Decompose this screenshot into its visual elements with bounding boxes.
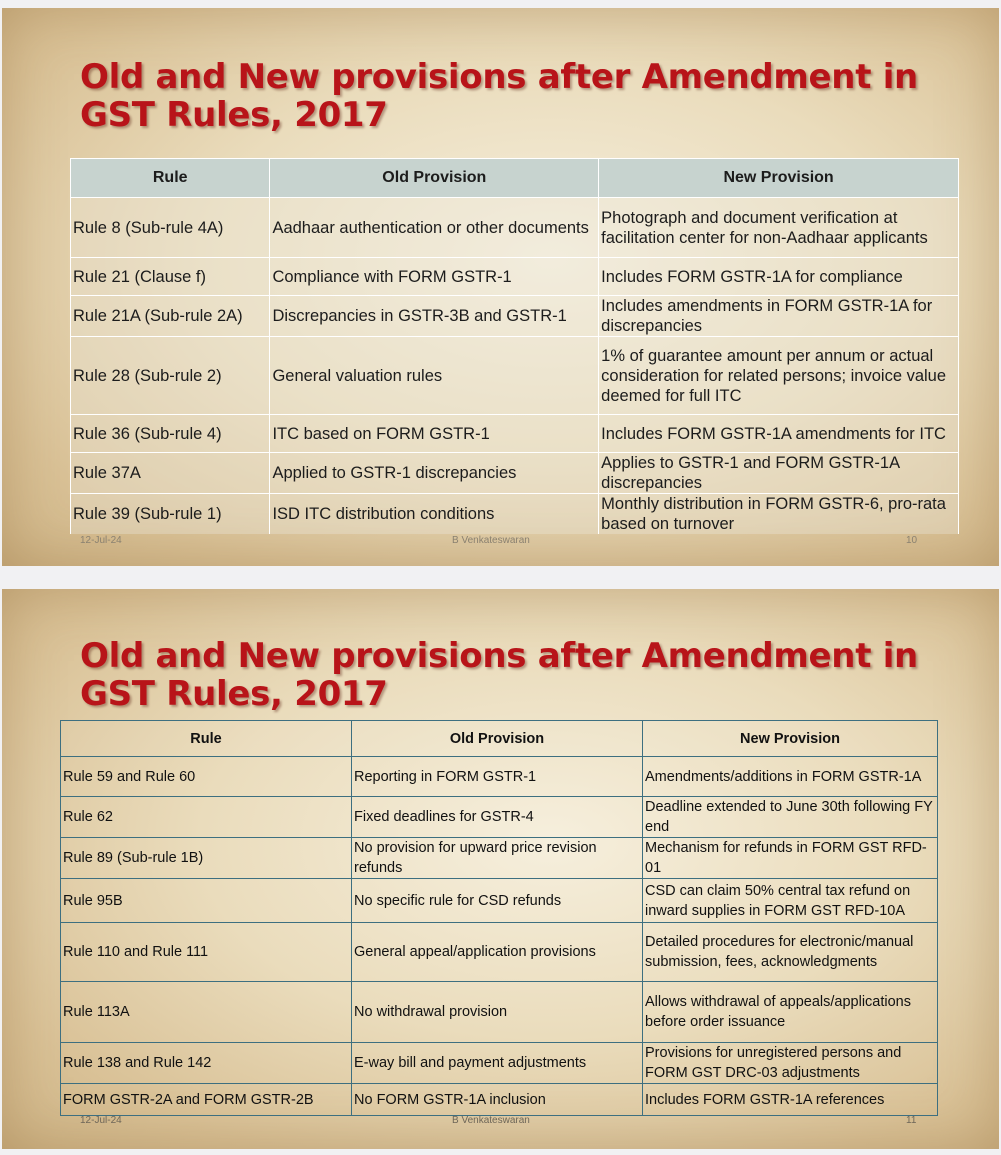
footer-author: B Venkateswaran xyxy=(452,535,530,546)
table-row xyxy=(71,415,959,453)
table-row xyxy=(71,296,959,337)
cell-old: No provision for upward price revision refunds xyxy=(352,838,643,879)
cell-new: Amendments/additions in FORM GSTR-1A xyxy=(643,757,938,797)
cell-rule: Rule 59 and Rule 60 xyxy=(61,757,352,797)
header-new-provision: New Provision xyxy=(643,721,938,757)
slide-11 xyxy=(2,589,999,1149)
header-old-provision: Old Provision xyxy=(352,721,643,757)
table-row xyxy=(61,797,938,838)
cell-new: Mechanism for refunds in FORM GST RFD-01 xyxy=(643,838,938,879)
cell-old: Reporting in FORM GSTR-1 xyxy=(352,757,643,797)
cell-rule: Rule 21A (Sub-rule 2A) xyxy=(71,296,270,337)
table-row xyxy=(61,1084,938,1116)
cell-rule: Rule 89 (Sub-rule 1B) xyxy=(61,838,352,879)
table-row xyxy=(61,982,938,1043)
table-row xyxy=(61,757,938,797)
slide-title: Old and New provisions after Amendment in GST Rules, 2017 xyxy=(80,57,918,135)
cell-rule: FORM GSTR-2A and FORM GSTR-2B xyxy=(61,1084,352,1116)
cell-rule: Rule 37A xyxy=(71,453,270,494)
cell-new: Applies to GSTR-1 and FORM GSTR-1A discrepancies xyxy=(599,453,959,494)
cell-rule: Rule 21 (Clause f) xyxy=(71,258,270,296)
footer-page-number: 11 xyxy=(906,1115,917,1126)
cell-new: Includes amendments in FORM GSTR-1A for discrepancies xyxy=(599,296,959,337)
cell-new: Photograph and document verification at facilitation center for non-Aadhaar applicants xyxy=(599,198,959,258)
cell-new: Includes FORM GSTR-1A for compliance xyxy=(599,258,959,296)
table-row xyxy=(71,494,959,535)
cell-old: No FORM GSTR-1A inclusion xyxy=(352,1084,643,1116)
table-row xyxy=(71,198,959,258)
cell-old: Aadhaar authentication or other documents xyxy=(270,198,599,258)
cell-new: Monthly distribution in FORM GSTR-6, pro-rata based on turnover xyxy=(599,494,959,535)
cell-old: Compliance with FORM GSTR-1 xyxy=(270,258,599,296)
provisions-table xyxy=(60,720,938,1116)
table-row xyxy=(61,923,938,982)
cell-old: E-way bill and payment adjustments xyxy=(352,1043,643,1084)
cell-old: No specific rule for CSD refunds xyxy=(352,879,643,923)
cell-rule: Rule 8 (Sub-rule 4A) xyxy=(71,198,270,258)
table-row xyxy=(61,1043,938,1084)
slide-title: Old and New provisions after Amendment in GST Rules, 2017 xyxy=(80,636,918,714)
cell-rule: Rule 138 and Rule 142 xyxy=(61,1043,352,1084)
footer-page-number: 10 xyxy=(906,535,918,546)
header-rule: Rule xyxy=(61,721,352,757)
cell-new: 1% of guarantee amount per annum or actual consideration for related persons; invoice value deemed for full ITC xyxy=(599,337,959,415)
cell-new: CSD can claim 50% central tax refund on inward supplies in FORM GST RFD-10A xyxy=(643,879,938,923)
cell-old: General valuation rules xyxy=(270,337,599,415)
cell-new: Provisions for unregistered persons and FORM GST DRC-03 adjustments xyxy=(643,1043,938,1084)
table-header-row xyxy=(61,721,938,757)
table-row xyxy=(71,258,959,296)
cell-rule: Rule 110 and Rule 111 xyxy=(61,923,352,982)
provisions-table xyxy=(70,158,959,534)
table-header-row xyxy=(71,159,959,198)
cell-new: Detailed procedures for electronic/manual submission, fees, acknowledgments xyxy=(643,923,938,982)
header-new-provision: New Provision xyxy=(599,159,959,198)
cell-old: Applied to GSTR-1 discrepancies xyxy=(270,453,599,494)
table-row xyxy=(71,453,959,494)
cell-new: Includes FORM GSTR-1A amendments for ITC xyxy=(599,415,959,453)
cell-rule: Rule 62 xyxy=(61,797,352,838)
slide-10 xyxy=(2,8,999,566)
cell-old: ITC based on FORM GSTR-1 xyxy=(270,415,599,453)
header-old-provision: Old Provision xyxy=(270,159,599,198)
cell-new: Allows withdrawal of appeals/applications before order issuance xyxy=(643,982,938,1043)
cell-new: Includes FORM GSTR-1A references xyxy=(643,1084,938,1116)
table-row xyxy=(61,838,938,879)
cell-new: Deadline extended to June 30th following FY end xyxy=(643,797,938,838)
header-rule: Rule xyxy=(71,159,270,198)
cell-old: Discrepancies in GSTR-3B and GSTR-1 xyxy=(270,296,599,337)
table-row xyxy=(71,337,959,415)
table-row xyxy=(61,879,938,923)
cell-rule: Rule 113A xyxy=(61,982,352,1043)
cell-rule: Rule 95B xyxy=(61,879,352,923)
footer-date: 12-Jul-24 xyxy=(80,1115,122,1126)
footer-date: 12-Jul-24 xyxy=(80,535,122,546)
cell-rule: Rule 28 (Sub-rule 2) xyxy=(71,337,270,415)
cell-rule: Rule 36 (Sub-rule 4) xyxy=(71,415,270,453)
cell-old: Fixed deadlines for GSTR-4 xyxy=(352,797,643,838)
cell-old: ISD ITC distribution conditions xyxy=(270,494,599,535)
cell-old: General appeal/application provisions xyxy=(352,923,643,982)
cell-rule: Rule 39 (Sub-rule 1) xyxy=(71,494,270,535)
cell-old: No withdrawal provision xyxy=(352,982,643,1043)
footer-author: B Venkateswaran xyxy=(452,1115,530,1126)
